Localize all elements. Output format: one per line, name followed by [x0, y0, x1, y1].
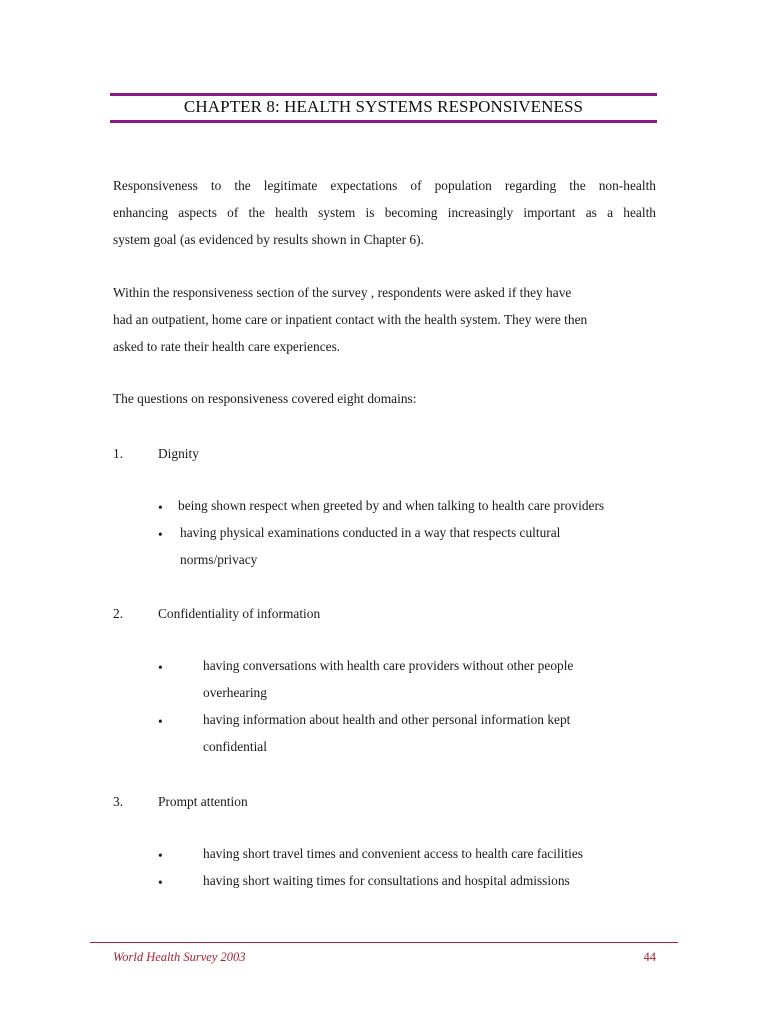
footer-publication: World Health Survey 2003: [113, 950, 246, 964]
intro-line: Responsiveness to the legitimate expectations of population regarding the non-health: [113, 178, 656, 193]
list-item-line: norms/privacy: [180, 551, 258, 567]
list-item-line: having short waiting times for consultations and hospital admissions: [203, 873, 570, 888]
list-item-line: confidential: [203, 738, 267, 754]
list-item: [180, 520, 560, 574]
bullet-icon: •: [158, 660, 163, 675]
bullet-icon: •: [158, 714, 163, 729]
domains-intro-text: The questions on responsiveness covered eight domains:: [113, 391, 417, 406]
domain-title-dignity: Dignity: [158, 446, 199, 461]
domain-number: 1.: [113, 446, 124, 461]
domain-number: 3.: [113, 794, 124, 809]
list-item: [203, 868, 570, 895]
bullet-icon: •: [158, 848, 163, 863]
list-item-line: overhearing: [203, 684, 267, 700]
list-item: [203, 841, 583, 868]
domains-intro: [113, 386, 656, 413]
title-rule-bottom: [110, 120, 657, 123]
intro-paragraph: [113, 173, 656, 253]
intro-line: enhancing aspects of the health system is becoming increasingly important as a health: [113, 204, 656, 220]
list-item-line: having short travel times and convenient access to health care facilities: [203, 846, 583, 861]
list-item-line: having conversations with health care providers without other people: [203, 658, 574, 673]
list-item: [203, 653, 573, 707]
domain-number: 2.: [113, 606, 124, 621]
survey-line: Within the responsiveness section of the survey , respondents were asked if they have: [113, 285, 572, 300]
page-number: 44: [643, 950, 656, 964]
list-item-line: having physical examinations conducted in a way that respects cultural: [180, 525, 561, 540]
bullet-icon: •: [158, 875, 163, 890]
list-item-line: being shown respect when greeted by and when talking to health care providers: [178, 498, 605, 513]
domain-title-confidentiality: Confidentiality of information: [158, 606, 321, 621]
list-item: [178, 493, 604, 520]
survey-line: asked to rate their health care experiences.: [113, 338, 341, 354]
list-item-line: having information about health and other personal information kept: [203, 712, 571, 727]
footer-rule: [90, 942, 678, 943]
title-rule-top: [110, 93, 657, 96]
chapter-title: CHAPTER 8: HEALTH SYSTEMS RESPONSIVENESS: [183, 97, 584, 116]
list-item: [203, 707, 570, 761]
survey-paragraph: [113, 280, 656, 360]
bullet-icon: •: [158, 500, 163, 515]
bullet-icon: •: [158, 527, 163, 542]
survey-line: had an outpatient, home care or inpatient contact with the health system. They were then: [113, 311, 588, 327]
intro-line: system goal (as evidenced by results shown in Chapter 6).: [113, 231, 424, 247]
domain-title-prompt-attention: Prompt attention: [158, 794, 248, 809]
